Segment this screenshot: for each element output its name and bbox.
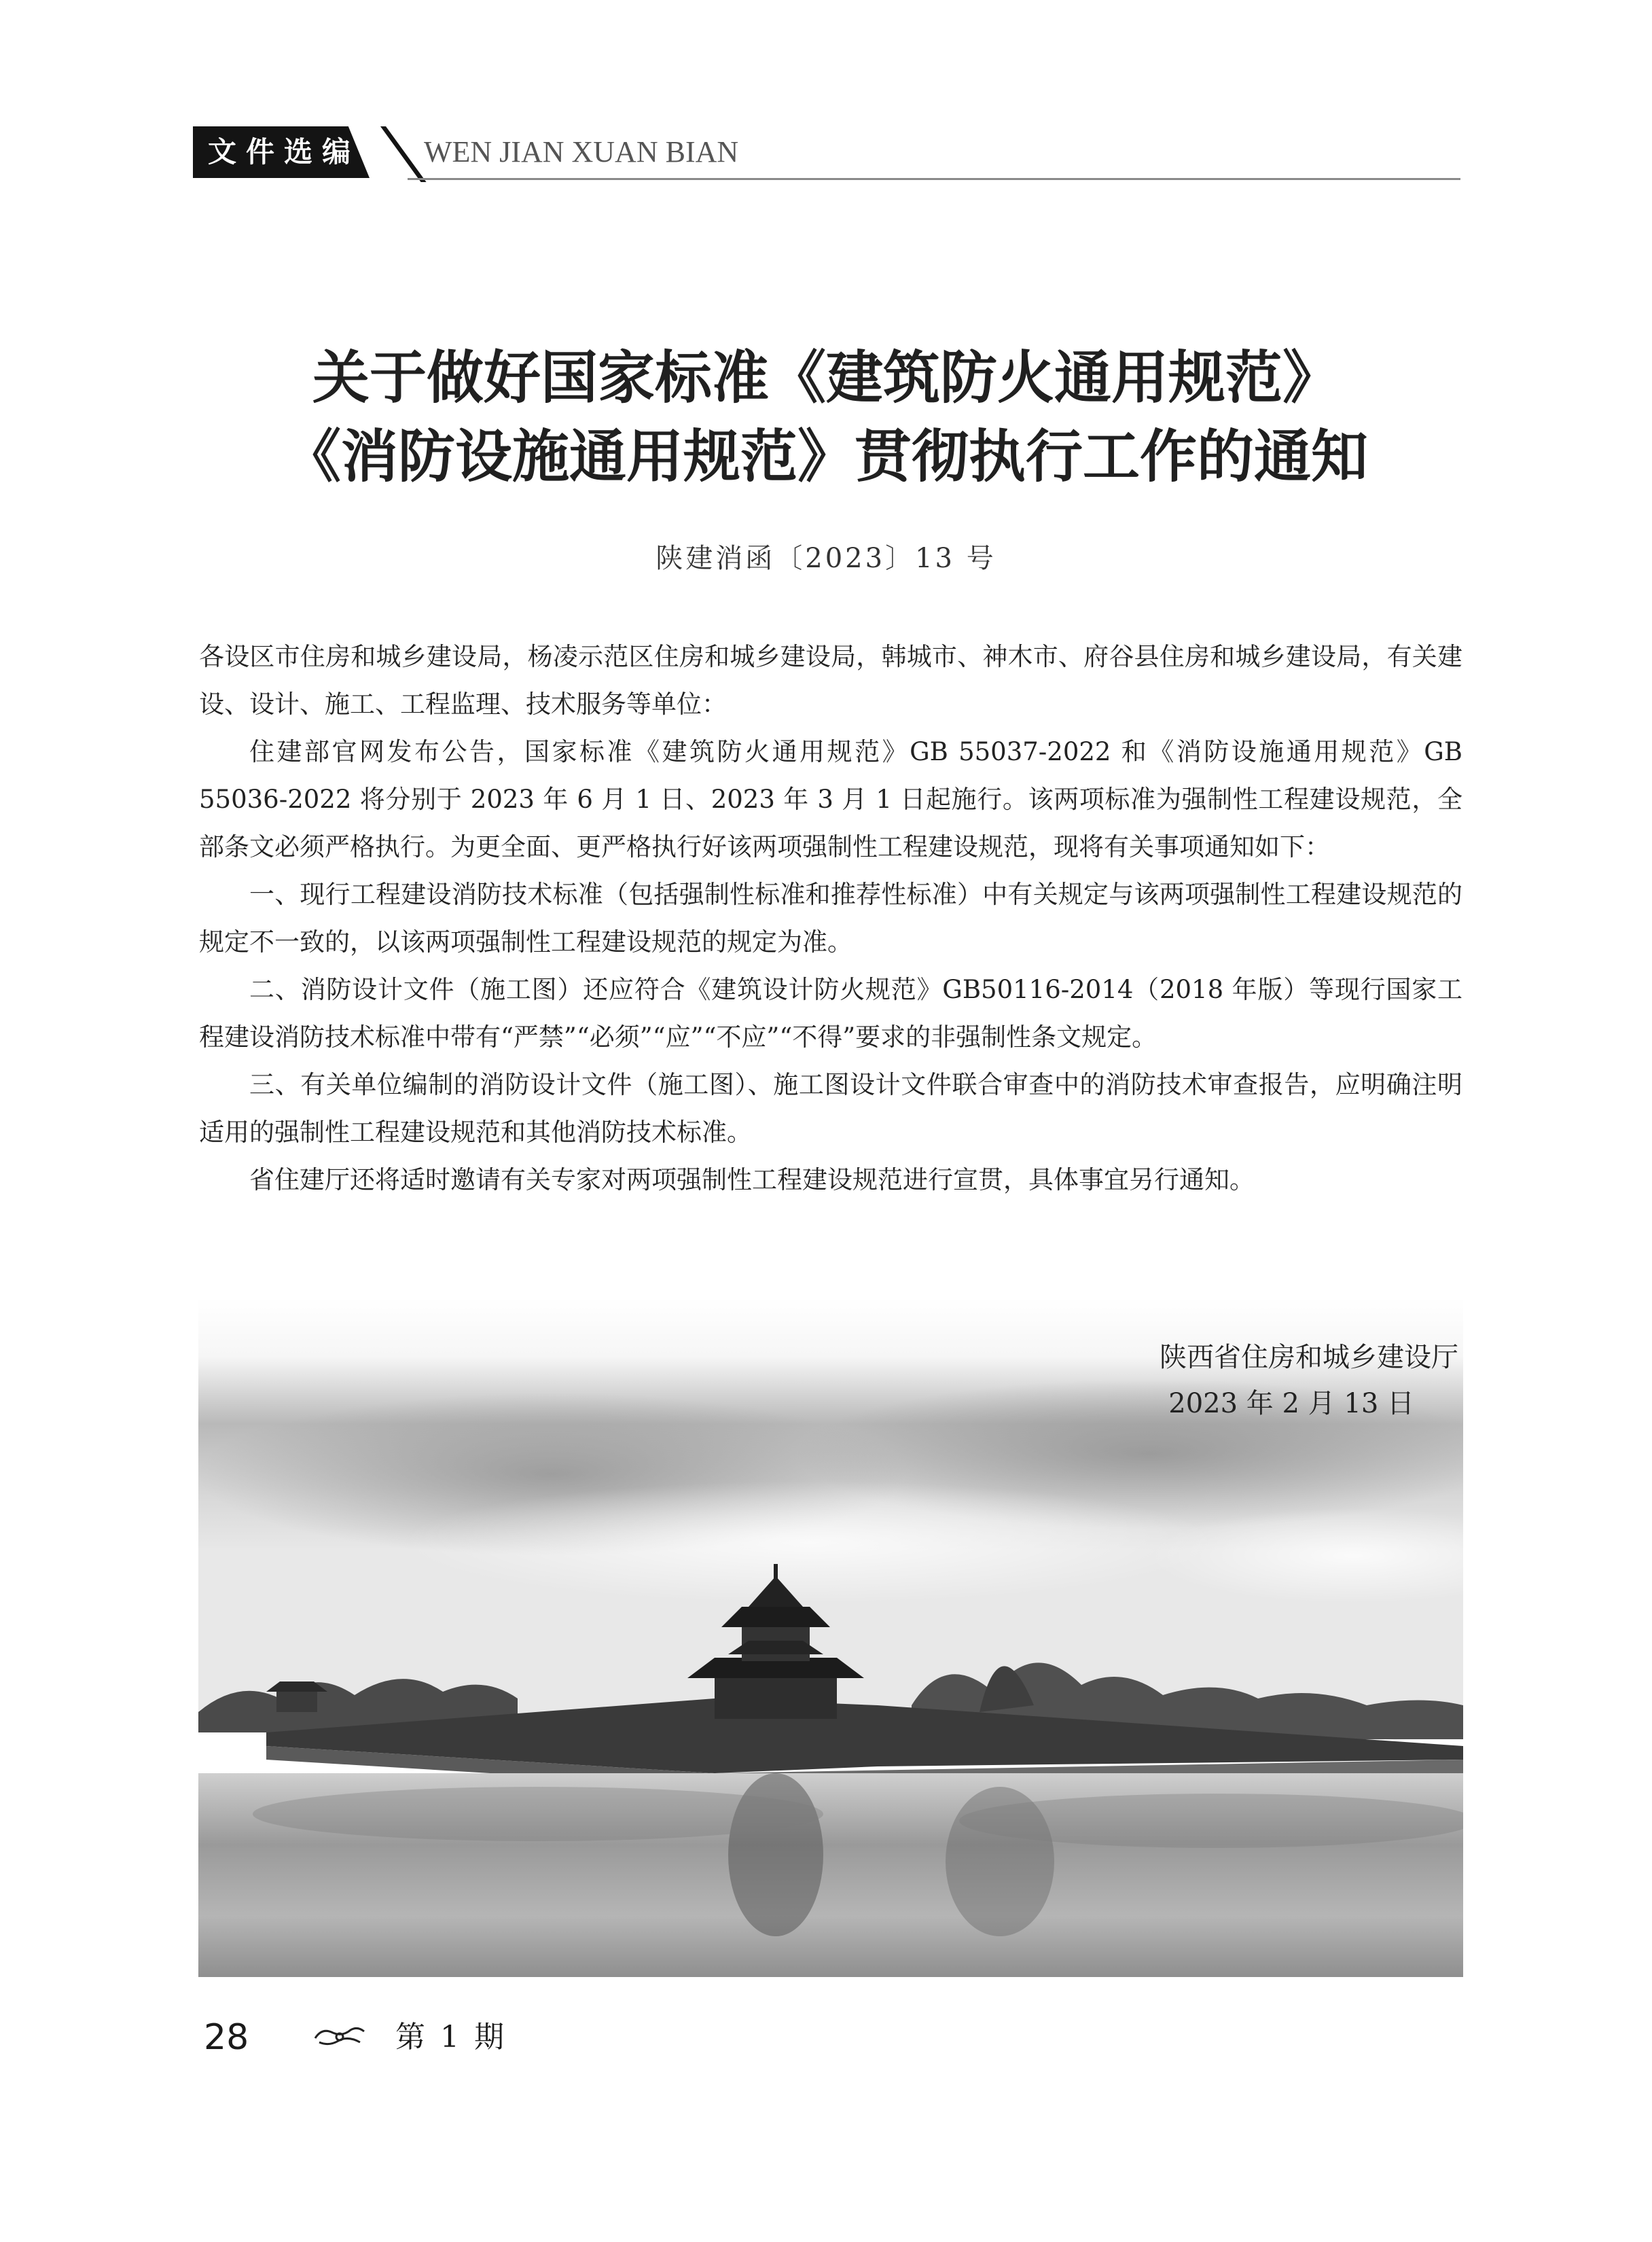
document-number: 陕建消函〔2023〕13 号 — [656, 543, 996, 574]
page-title-line-2: 《消防设施通用规范》贯彻执行工作的通知 — [283, 423, 1368, 490]
paragraph-item-2: 二、消防设计文件（施工图）还应符合《建筑设计防火规范》GB50116-2014（2018 年版）等现行国家工程建设消防技术标准中带有“严禁”“必须”“应”“不应”“不得”要求的非强制性条文规定。 — [199, 975, 1462, 1052]
page-title-line-1: 关于做好国家标准《建筑防火通用规范》 — [312, 344, 1340, 411]
issue-date: 2023 年 2 月 13 日 — [1168, 1388, 1414, 1419]
page-number: 28 — [204, 2017, 249, 2058]
header-rule — [408, 178, 1460, 180]
notice-body — [199, 633, 1462, 1204]
paragraph-closing: 省住建厅还将适时邀请有关专家对两项强制性工程建设规范进行宣贯，具体事宜另行通知。 — [249, 1165, 1255, 1194]
ornament-icon — [312, 2023, 367, 2050]
recipients-paragraph: 各设区市住房和城乡建设局，杨凌示范区住房和城乡建设局，韩城市、神木市、府谷县住房和城乡建设局，有关建设、设计、施工、工程监理、技术服务等单位： — [199, 642, 1462, 719]
issuing-organization: 陕西省住房和城乡建设厅 — [1160, 1342, 1458, 1373]
paragraph-item-1: 一、现行工程建设消防技术标准（包括强制性标准和推荐性标准）中有关规定与该两项强制性工程建设规范的规定不一致的，以该两项强制性工程建设规范的规定为准。 — [199, 880, 1462, 957]
section-tab-label: 文件选编 — [208, 135, 361, 168]
section-latin-label: WEN JIAN XUAN BIAN — [424, 135, 739, 168]
paragraph-intro: 住建部官网发布公告，国家标准《建筑防火通用规范》GB 55037-2022 和《消防设施通用规范》GB 55036-2022 将分别于 2023 年 6 月 1 日、2023 年 3 月 1 日起施行。该两项标准为强制性工程建设规范，全部条文必须严格执行。为更全面、更严格执行好该两项强制性工程建设规范，现将有关事项通知如下： — [199, 737, 1462, 861]
header-divider-slash — [380, 126, 427, 182]
issue-label: 第 1 期 — [395, 2020, 507, 2054]
paragraph-item-3: 三、有关单位编制的消防设计文件（施工图）、施工图设计文件联合审查中的消防技术审查报告，应明确注明适用的强制性工程建设规范和其他消防技术标准。 — [199, 1070, 1462, 1147]
